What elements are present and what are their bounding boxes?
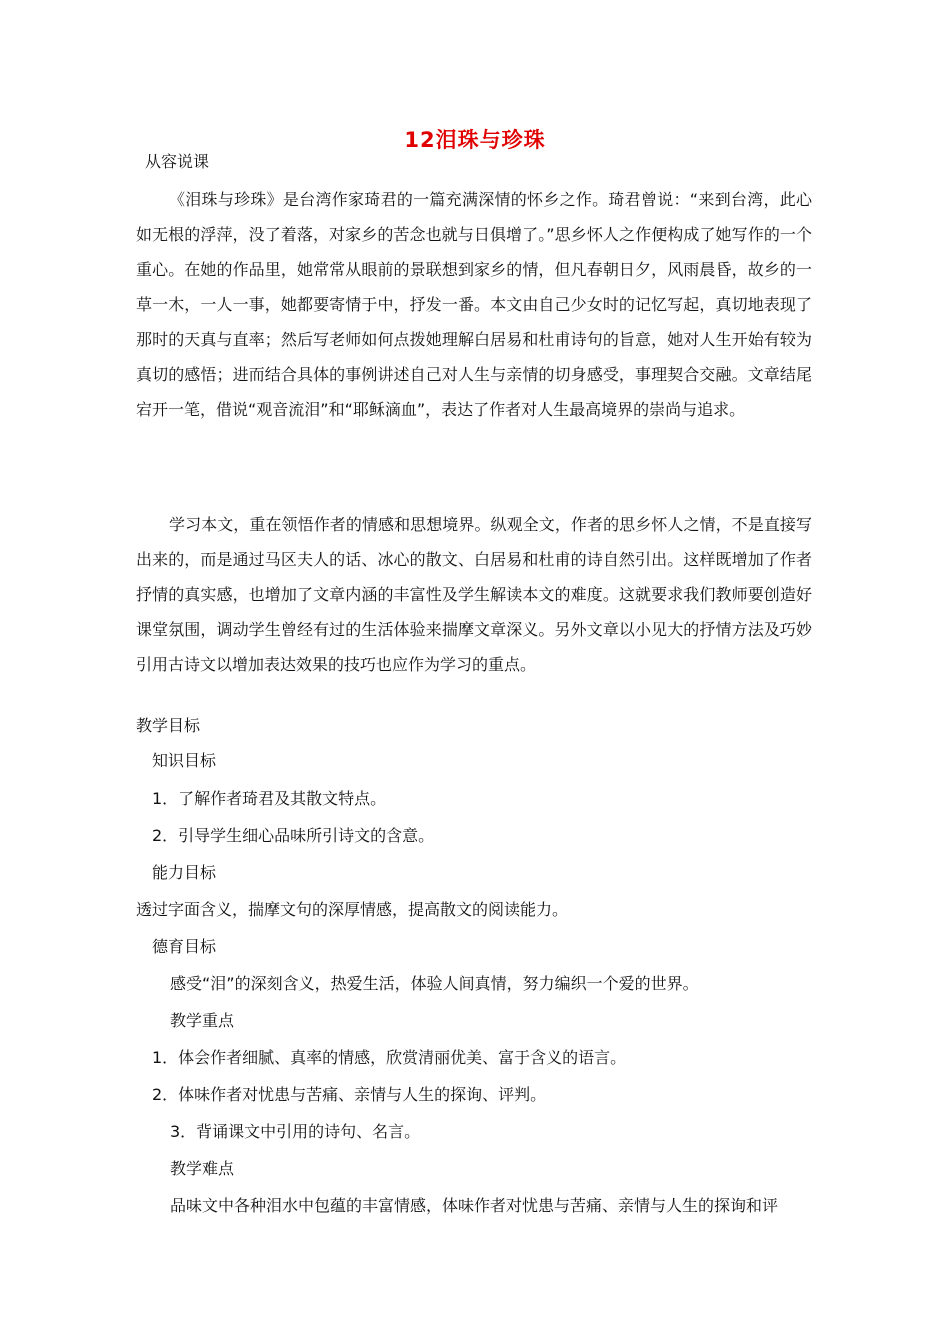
objectives-heading: 教学目标 (136, 716, 201, 735)
ability-heading: 能力目标 (152, 863, 217, 882)
key-item: 3．背诵课文中引用的诗句、名言。 (170, 1122, 421, 1141)
study-paragraph: 学习本文，重在领悟作者的情感和思想境界。纵观全文，作者的思乡怀人之情，不是直接写出来的，而是通过马区夫人的话、冰心的散文、白居易和杜甫的诗自然引出。这样既增加了作者抒情的真实感，也增加了文章内涵的丰富性及学生解读本文的难度。这就要求我们教师要创造好课堂氛围，调动学生曾经有过的生活体验来揣摩文章深义。另外文章以小见大的抒情方法及巧妙引用古诗文以增加表达效果的技巧也应作为学习的重点。 (136, 515, 812, 674)
moral-text: 感受“泪”的深刻含义，热爱生活，体验人间真情，努力编织一个爱的世界。 (170, 974, 699, 993)
knowledge-heading: 知识目标 (152, 751, 217, 770)
difficulty-heading: 教学难点 (170, 1159, 235, 1178)
key-item: 1．体会作者细腻、真率的情感，欣赏清丽优美、富于含义的语言。 (152, 1048, 627, 1067)
key-heading: 教学重点 (170, 1011, 235, 1030)
knowledge-item: 1．了解作者琦君及其散文特点。 (152, 789, 387, 808)
key-item: 2．体味作者对忧患与苦痛、亲情与人生的探询、评判。 (152, 1085, 547, 1104)
intro-paragraph: 《泪珠与珍珠》是台湾作家琦君的一篇充满深情的怀乡之作。琦君曾说：“来到台湾，此心如无根的浮萍，没了着落，对家乡的苦念也就与日俱增了。”思乡怀人之作便构成了她写作的一个重心。在她的作品里，她常常从眼前的景联想到家乡的情，但凡春朝日夕，风雨晨昏，故乡的一草一木，一人一事，她都要寄情于中，抒发一番。本文由自己少女时的记忆写起，真切地表现了那时的天真与直率；然后写老师如何点拨她理解白居易和杜甫诗句的旨意，她对人生开始有较为真切的感悟；进而结合具体的事例讲述自己对人生与亲情的切身感受，事理契合交融。文章结尾宕开一笔，借说“观音流泪”和“耶稣滴血”，表达了作者对人生最高境界的崇尚与追求。 (136, 190, 812, 419)
moral-heading: 德育目标 (152, 937, 217, 956)
difficulty-text: 品味文中各种泪水中包蕴的丰富情感，体味作者对忧患与苦痛、亲情与人生的探询和评 (170, 1196, 779, 1215)
section-label: 从容说课 (145, 152, 210, 171)
ability-text: 透过字面含义，揣摩文句的深厚情感，提高散文的阅读能力。 (136, 900, 569, 919)
document-title: 12泪珠与珍珠 (404, 128, 546, 152)
knowledge-item: 2．引导学生细心品味所引诗文的含意。 (152, 826, 435, 845)
